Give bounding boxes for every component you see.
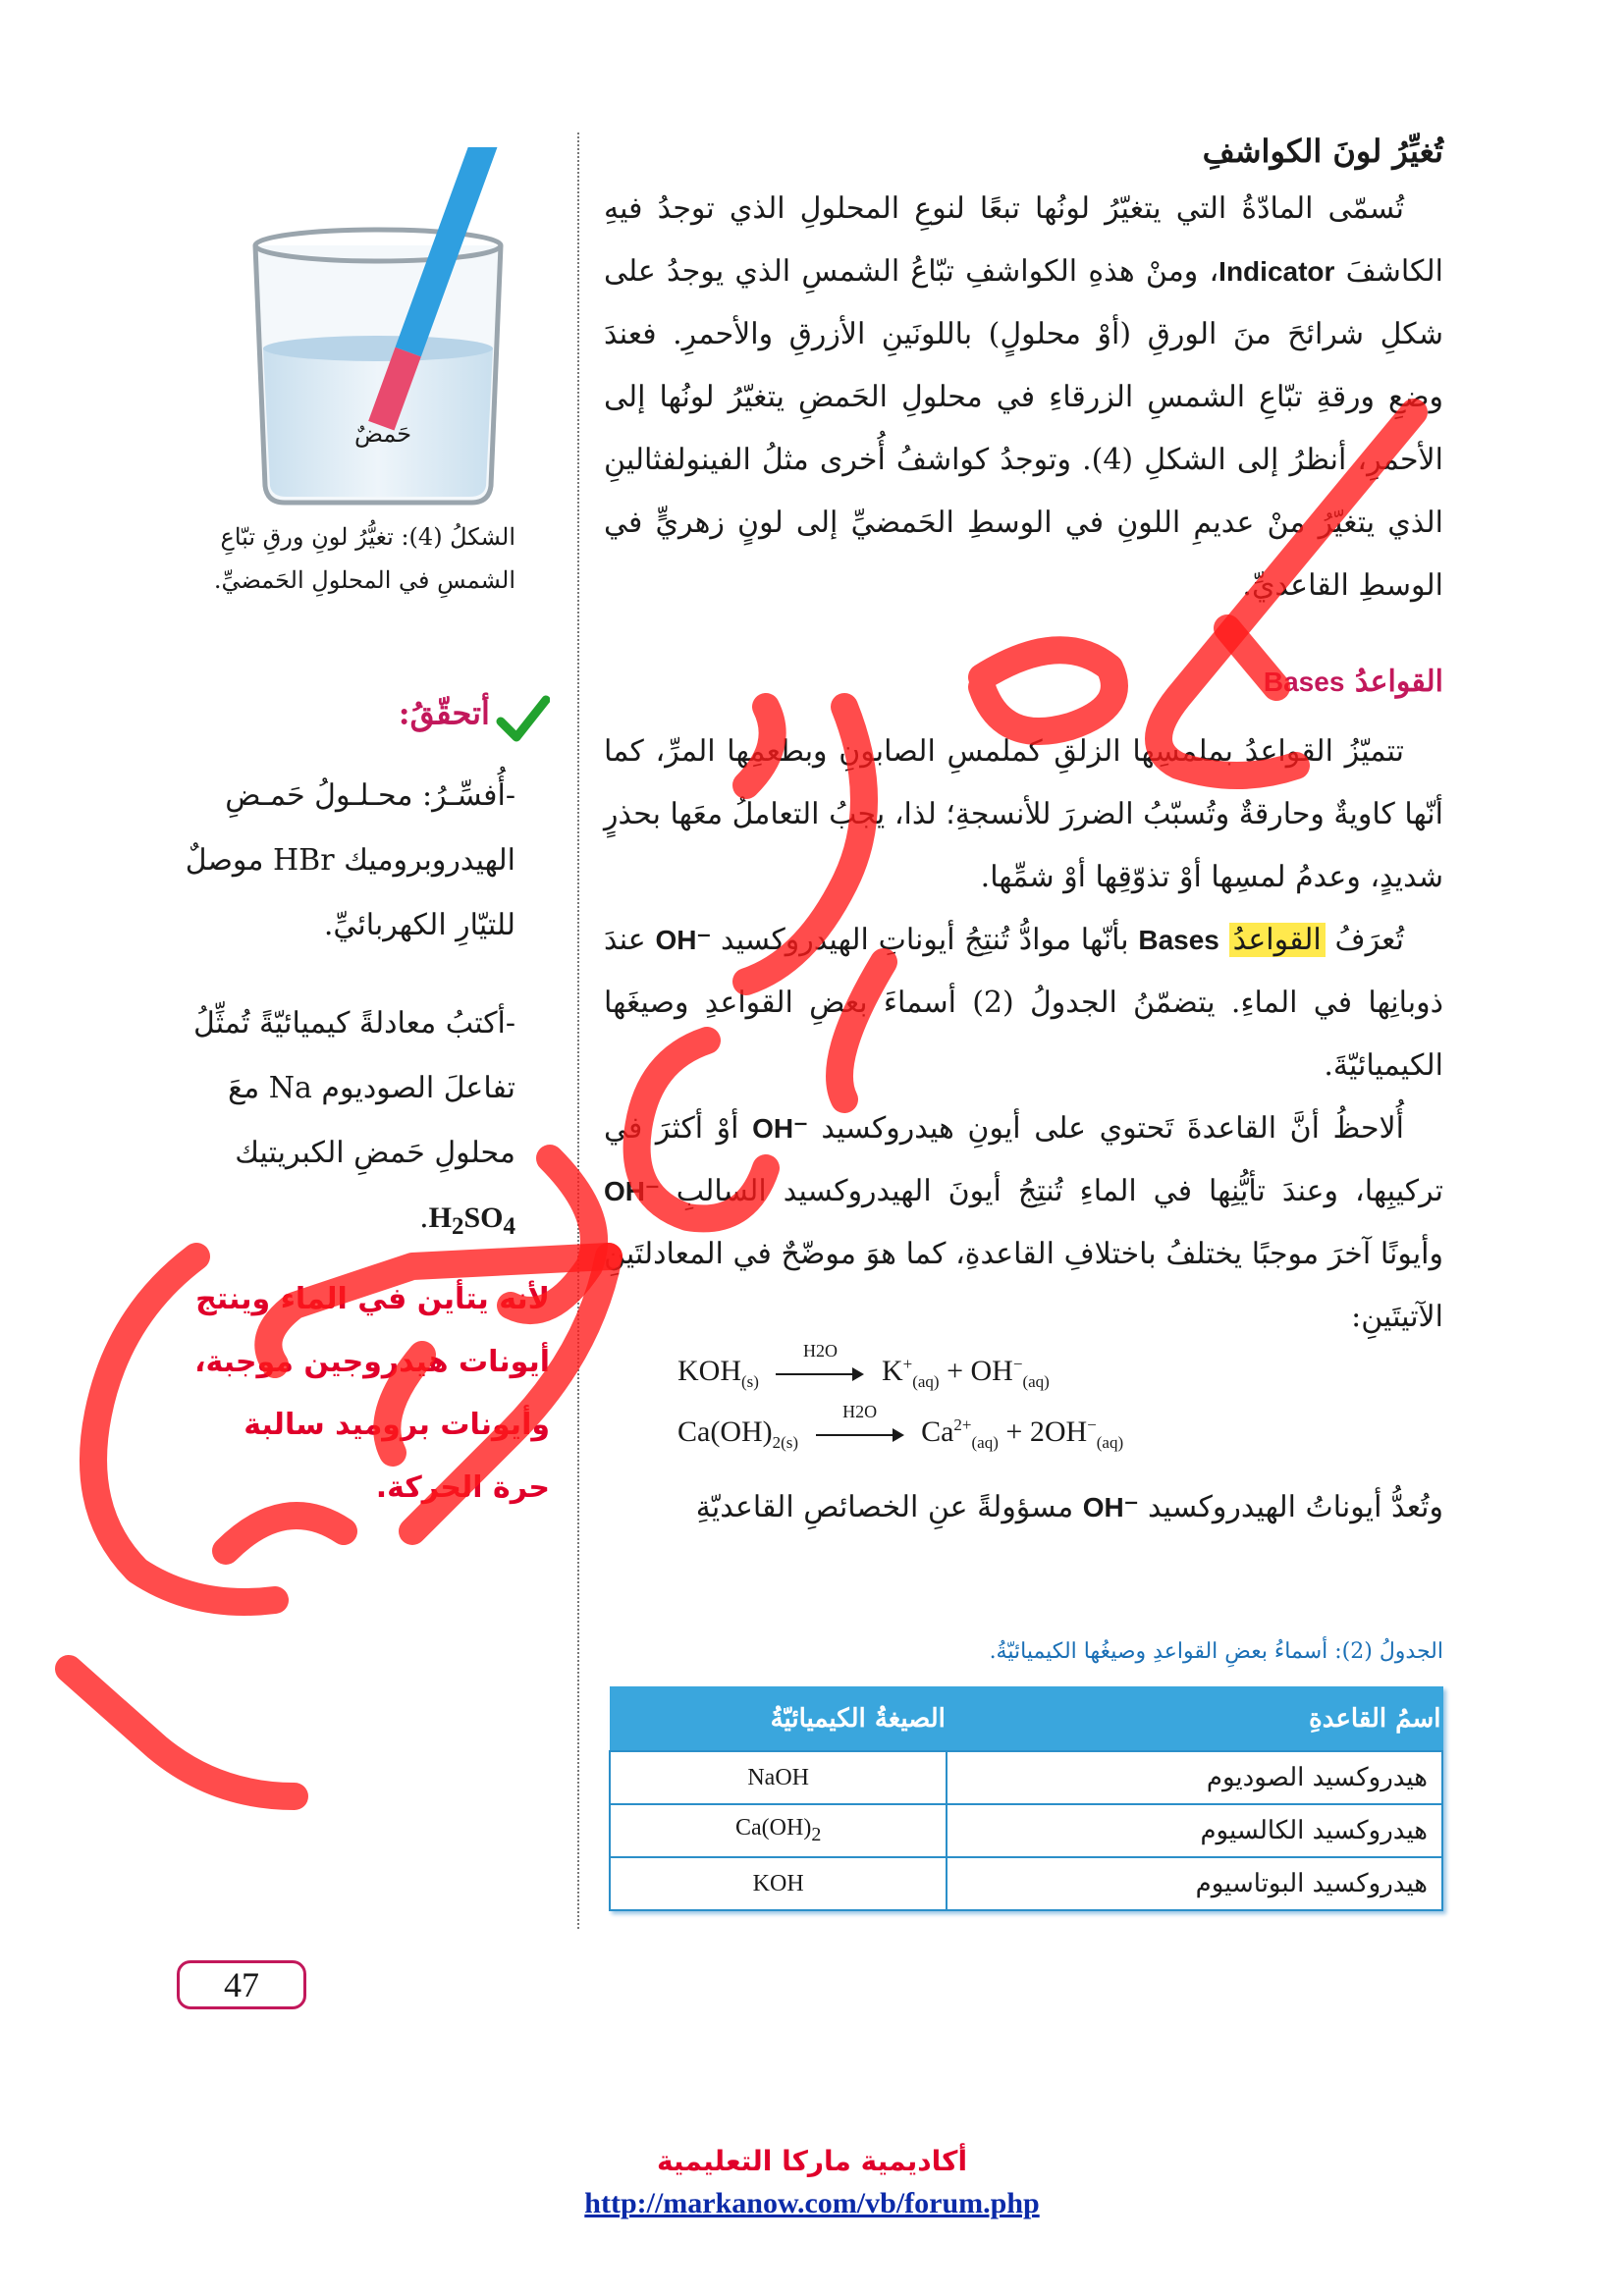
main-column bbox=[604, 133, 1443, 1539]
beaker-litmus-illustration bbox=[236, 147, 520, 510]
hydroxide-formula: OH⁻ bbox=[655, 925, 712, 955]
notice-paragraph: أُلاحظُ أنَّ القاعدةَ تَحتوي على أيونِ هيدروكسيد OH⁻ أوْ أكثرَ في تركيبِها، وعندَ تأيُّنِها في الماءِ تُنتِجُ أيونَ الهيدروكسيد السالبِ OH⁻ وأيونًا آخرَ موجبًا يختلفُ باختلافِ القاعدةِ، كما هوَ موضّحٌ في المعادلتَينِ الآتيتَينِ: bbox=[604, 1111, 1443, 1334]
bases-table bbox=[609, 1686, 1443, 1911]
base-formula: NaOH bbox=[610, 1751, 947, 1804]
bases-paragraph: تتميّزُ القواعدُ بملمسِها الزلقِ كملمسِ الصابونِ وبطعمِها المرِّ، كما أنّها كاويةٌ وحارقةٌ وتُسبّبُ الضررَ للأنسجةِ؛ لذا، يجبُ التعاملُ معَها بحذرٍ شديدٍ، وعدمُ لمسِها أوْ تذوّقِها أوْ شمِّها. bbox=[604, 734, 1443, 894]
indicator-paragraph: تُسمّى المادّةُ التي يتغيّرُ لونُها تبعًا لنوعِ المحلولِ الذي توجدُ فيهِ الكاشفَ Indicator، ومنْ هذهِ الكواشفِ تبّاعُ الشمسِ الذي يوجدُ على شكلِ شرائحَ منَ الورقِ (أوْ محلولٍ) باللونَينِ الأزرقِ والأحمرِ. فعندَ وضعِ ورقةِ تبّاعِ الشمسِ الزرقاءِ في محلولِ الحَمضِ يتغيّرُ لونُها إلى الأحمرِ، أنظرُ إلى الشكلِ (4). وتوجدُ كواشفُ أُخرى مثلُ الفينولفثالينِ الذي يتغيّرُ منْ عديمِ اللونِ في الوسطِ الحَمضيِّ إلى لونٍ زهريٍّ في الوسطِ القاعديِّ. bbox=[604, 191, 1444, 603]
table-row bbox=[610, 1804, 1442, 1857]
base-formula: $Ca(OH)_2$ bbox=[610, 1804, 947, 1857]
closing-paragraph: وتُعدُّ أيوناتُ الهيدروكسيد OH⁻ مسؤولةً عنِ الخصائصِ القاعديّةِ bbox=[695, 1490, 1443, 1524]
checkmark-icon bbox=[495, 692, 550, 747]
equation-caoh2: $Ca(OH)_{2(s)}$ H2O $Ca^{2+}_{(aq)} + 2OH^-_{(aq)}$ bbox=[677, 1402, 1124, 1452]
section-title: تُغيِّرُ لونَ الكواشفِ bbox=[1202, 133, 1443, 170]
beaker-label: حَمضٌ bbox=[353, 420, 412, 448]
column-header-formula: الصيغةُ الكيميائيّةُ bbox=[610, 1687, 947, 1752]
footer-title: أكاديمية ماركا التعليمية bbox=[656, 2145, 968, 2177]
table-row bbox=[610, 1857, 1442, 1910]
footer-link[interactable]: http://markanow.com/vb/forum.php bbox=[584, 2187, 1040, 2219]
indicator-term: Indicator bbox=[1218, 256, 1335, 287]
column-divider bbox=[577, 133, 579, 1929]
check-question-2: -أكتبُ معادلةً كيميائيّةً تُمثِّلُ تفاعلَ الصوديوم Na معَ محلولِ حَمضِ الكبريتيك $H_2SO_4$. bbox=[193, 1006, 515, 1240]
equation-koh: $KOH_{(s)}$ H2O $K^+_{(aq)} + OH^-_{(aq)}$ bbox=[677, 1341, 1050, 1391]
base-name: هيدروكسيد الصوديوم bbox=[947, 1751, 1442, 1804]
bases-definition: تُعرَفُ القواعدُ Bases بأنّها موادُّ تُنتِجُ أيوناتِ الهيدروكسيد OH⁻ عندَ ذوبانِها في الماءِ. يتضمّنُ الجدولُ (2) أسماءَ بعضِ القواعدِ وصيغَها الكيميائيّةَ. bbox=[604, 923, 1443, 1083]
table-row bbox=[610, 1751, 1442, 1804]
table-caption: الجدولُ (2): أسماءُ بعضِ القواعدِ وصيغُها الكيميائيّةُ. bbox=[989, 1639, 1443, 1664]
figure-caption: الشكلُ (4): تغيُّرُ لونِ ورقِ تبّاعِ الشمسِ في المحلولِ الحَمضيِّ. bbox=[213, 523, 515, 594]
bases-heading: القواعدُ Bases bbox=[1263, 665, 1443, 699]
base-name: هيدروكسيد الكالسيوم bbox=[947, 1804, 1442, 1857]
answer-text: لأنه يتأين في الماء وينتج أيونات هيدروجين موجبة، وأيونات بروميد سالبة حرة الحركة. bbox=[194, 1282, 550, 1505]
highlighted-term: القواعدُ bbox=[1229, 923, 1326, 957]
reaction-arrow: H2O bbox=[776, 1359, 864, 1388]
column-header-name: اسمُ القاعدةِ bbox=[947, 1687, 1442, 1752]
check-heading: أتحقّقُ: bbox=[196, 692, 550, 755]
base-name: هيدروكسيد البوتاسيوم bbox=[947, 1857, 1442, 1910]
check-question-1: -أُفسِّـرُ: محـلـولُ حَمـضِ الهيدروبروميك HBr موصلٌ للتيّارِ الكهربائيِّ. bbox=[185, 778, 515, 942]
table-header-row bbox=[610, 1687, 1442, 1752]
base-formula: KOH bbox=[610, 1857, 947, 1910]
reaction-arrow: H2O bbox=[816, 1419, 904, 1449]
page-number: 47 bbox=[177, 1960, 306, 2009]
